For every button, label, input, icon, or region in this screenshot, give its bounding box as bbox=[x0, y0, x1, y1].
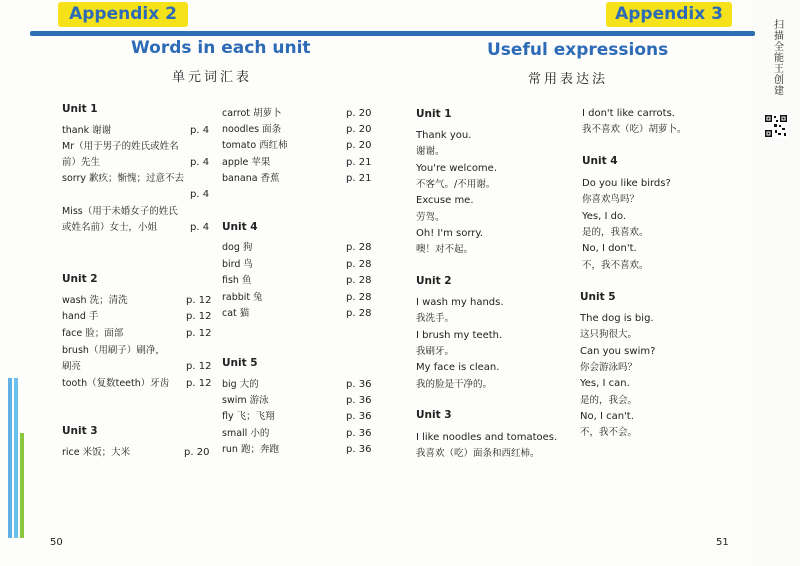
expression-translation: 是的，我喜欢。 bbox=[582, 226, 649, 238]
word-entry: swim 游泳 bbox=[222, 395, 269, 406]
expression-translation: 我洗手。 bbox=[416, 313, 455, 325]
unit-heading: Unit 3 bbox=[62, 425, 98, 437]
unit-heading: Unit 1 bbox=[416, 108, 452, 120]
expression-english: Thank you. bbox=[416, 130, 472, 141]
left-page-title: Words in each unit bbox=[131, 38, 311, 58]
page-reference: p. 12 bbox=[186, 328, 212, 339]
page-reference: p. 36 bbox=[346, 395, 372, 406]
word-entry: noodles 面条 bbox=[222, 124, 282, 135]
expression-english: Yes, I do. bbox=[582, 210, 627, 222]
expression-english: Excuse me. bbox=[416, 195, 474, 207]
page-reference: p. 12 bbox=[186, 311, 212, 322]
page-reference: p. 28 bbox=[346, 259, 372, 270]
page-reference: p. 4 bbox=[190, 189, 210, 200]
page-reference: p. 28 bbox=[346, 308, 372, 319]
expression-translation: 这只狗很大。 bbox=[580, 329, 638, 341]
expression-english: I wash my hands. bbox=[416, 297, 504, 308]
expression-translation: 我的脸是干净的。 bbox=[416, 378, 493, 390]
word-entry: Miss（用于未婚女子的姓氏 bbox=[62, 206, 178, 217]
expression-translation: 你喜欢鸟吗？ bbox=[582, 194, 640, 206]
expression-english: You're welcome. bbox=[416, 162, 498, 174]
unit-heading: Unit 4 bbox=[222, 221, 258, 233]
right-page-number: 51 bbox=[716, 537, 729, 548]
unit-heading: Unit 2 bbox=[62, 273, 98, 285]
right-page-subtitle: 常用表达法 bbox=[528, 72, 609, 87]
page-reference: p. 4 bbox=[190, 125, 210, 136]
page-reference: p. 4 bbox=[190, 157, 210, 168]
word-entry: fish 鱼 bbox=[222, 275, 252, 286]
page-reference: p. 36 bbox=[346, 444, 372, 455]
page-reference: p. 28 bbox=[346, 292, 372, 303]
appendix-3-banner: Appendix 3 bbox=[606, 2, 732, 27]
word-entry: carrot 胡萝卜 bbox=[222, 108, 282, 119]
page-reference: p. 20 bbox=[346, 140, 372, 151]
expression-translation: 劳驾。 bbox=[416, 211, 445, 223]
word-entry: big 大的 bbox=[222, 379, 259, 390]
right-page-title: Useful expressions bbox=[487, 40, 669, 60]
expression-english: Yes, I can. bbox=[580, 378, 630, 390]
expression-translation: 我喜欢（吃）面条和西红柿。 bbox=[416, 448, 540, 460]
word-entry: sorry 歉疚；惭愧；过意不去 bbox=[62, 173, 185, 184]
word-entry: apple 苹果 bbox=[222, 157, 271, 168]
word-entry: 刷亮 bbox=[62, 361, 82, 372]
page-reference: p. 28 bbox=[346, 275, 372, 286]
expression-english: I like noodles and tomatoes. bbox=[416, 432, 558, 443]
appendix-2-banner: Appendix 2 bbox=[58, 2, 188, 27]
qr-code-icon bbox=[764, 114, 788, 138]
page-reference: p. 4 bbox=[190, 222, 210, 233]
page-reference: p. 21 bbox=[346, 157, 372, 168]
header-rule bbox=[30, 31, 755, 36]
unit-heading: Unit 5 bbox=[222, 357, 258, 369]
page-reference: p. 12 bbox=[186, 295, 212, 306]
word-entry: small 小的 bbox=[222, 428, 270, 439]
word-entry: Mr（用于男子的姓氏或姓名 bbox=[62, 141, 179, 152]
page-reference: p. 12 bbox=[186, 378, 212, 389]
unit-heading: Unit 5 bbox=[580, 291, 616, 303]
unit-heading: Unit 4 bbox=[582, 155, 618, 167]
expression-translation: 不，我不喜欢。 bbox=[582, 259, 649, 271]
expression-translation: 噢！对不起。 bbox=[416, 244, 474, 256]
word-entry: banana 香蕉 bbox=[222, 173, 280, 184]
expression-translation: 谢谢。 bbox=[416, 146, 445, 158]
word-entry: 前）先生 bbox=[62, 157, 101, 168]
expression-translation: 是的，我会。 bbox=[580, 394, 638, 406]
expression-english: No, I can't. bbox=[580, 410, 634, 422]
unit-heading: Unit 1 bbox=[62, 103, 98, 115]
page-reference: p. 21 bbox=[346, 173, 372, 184]
expression-english: Can you swim? bbox=[580, 345, 656, 357]
page-reference: p. 28 bbox=[346, 242, 372, 253]
page-reference: p. 20 bbox=[346, 124, 372, 135]
expression-translation: 你会游泳吗？ bbox=[580, 361, 638, 373]
word-entry: 或姓名前）女士，小姐 bbox=[62, 222, 158, 233]
word-entry: rice 米饭；大米 bbox=[62, 447, 131, 458]
word-entry: dog 狗 bbox=[222, 242, 253, 253]
word-entry: face 脸；面部 bbox=[62, 328, 124, 339]
expression-translation: 我不喜欢（吃）胡萝卜。 bbox=[582, 124, 687, 136]
page-reference: p. 36 bbox=[346, 379, 372, 390]
word-entry: brush（用刷子）刷净， bbox=[62, 345, 165, 356]
page-reference: p. 36 bbox=[346, 411, 372, 422]
left-page-subtitle: 单元词汇表 bbox=[172, 70, 253, 85]
expression-english: I brush my teeth. bbox=[416, 329, 503, 341]
expression-english: No, I don't. bbox=[582, 243, 637, 255]
word-entry: tooth（复数teeth）牙齿 bbox=[62, 378, 170, 389]
watermark-text: 扫 描 全 能 王 创 建 bbox=[774, 20, 784, 97]
page-reference: p. 36 bbox=[346, 428, 372, 439]
page-reference: p. 20 bbox=[184, 447, 210, 458]
word-entry: bird 鸟 bbox=[222, 259, 253, 270]
unit-heading: Unit 3 bbox=[416, 409, 452, 421]
expression-english: My face is clean. bbox=[416, 362, 500, 374]
unit-heading: Unit 2 bbox=[416, 275, 452, 287]
expression-translation: 不客气。/不用谢。 bbox=[416, 178, 496, 190]
left-page-number: 50 bbox=[50, 537, 63, 548]
word-entry: tomato 西红柿 bbox=[222, 140, 288, 151]
page-reference: p. 12 bbox=[186, 361, 212, 372]
expression-translation: 我刷牙。 bbox=[416, 345, 455, 357]
word-entry: thank 谢谢 bbox=[62, 125, 112, 136]
word-entry: wash 洗；清洗 bbox=[62, 295, 128, 306]
word-entry: fly 飞；飞翔 bbox=[222, 411, 275, 422]
expression-translation: 不，我不会。 bbox=[580, 427, 638, 439]
expression-english: The dog is big. bbox=[580, 313, 654, 324]
word-entry: rabbit 兔 bbox=[222, 292, 263, 303]
expression-english: Oh! I'm sorry. bbox=[416, 227, 484, 239]
expression-english: I don't like carrots. bbox=[582, 108, 675, 119]
page-reference: p. 20 bbox=[346, 108, 372, 119]
scanner-watermark bbox=[768, 20, 790, 110]
word-entry: run 跑；奔跑 bbox=[222, 444, 279, 455]
word-entry: cat 猫 bbox=[222, 308, 250, 319]
color-tab-strips bbox=[8, 378, 34, 538]
expression-english: Do you like birds? bbox=[582, 178, 671, 189]
word-entry: hand 手 bbox=[62, 311, 99, 322]
